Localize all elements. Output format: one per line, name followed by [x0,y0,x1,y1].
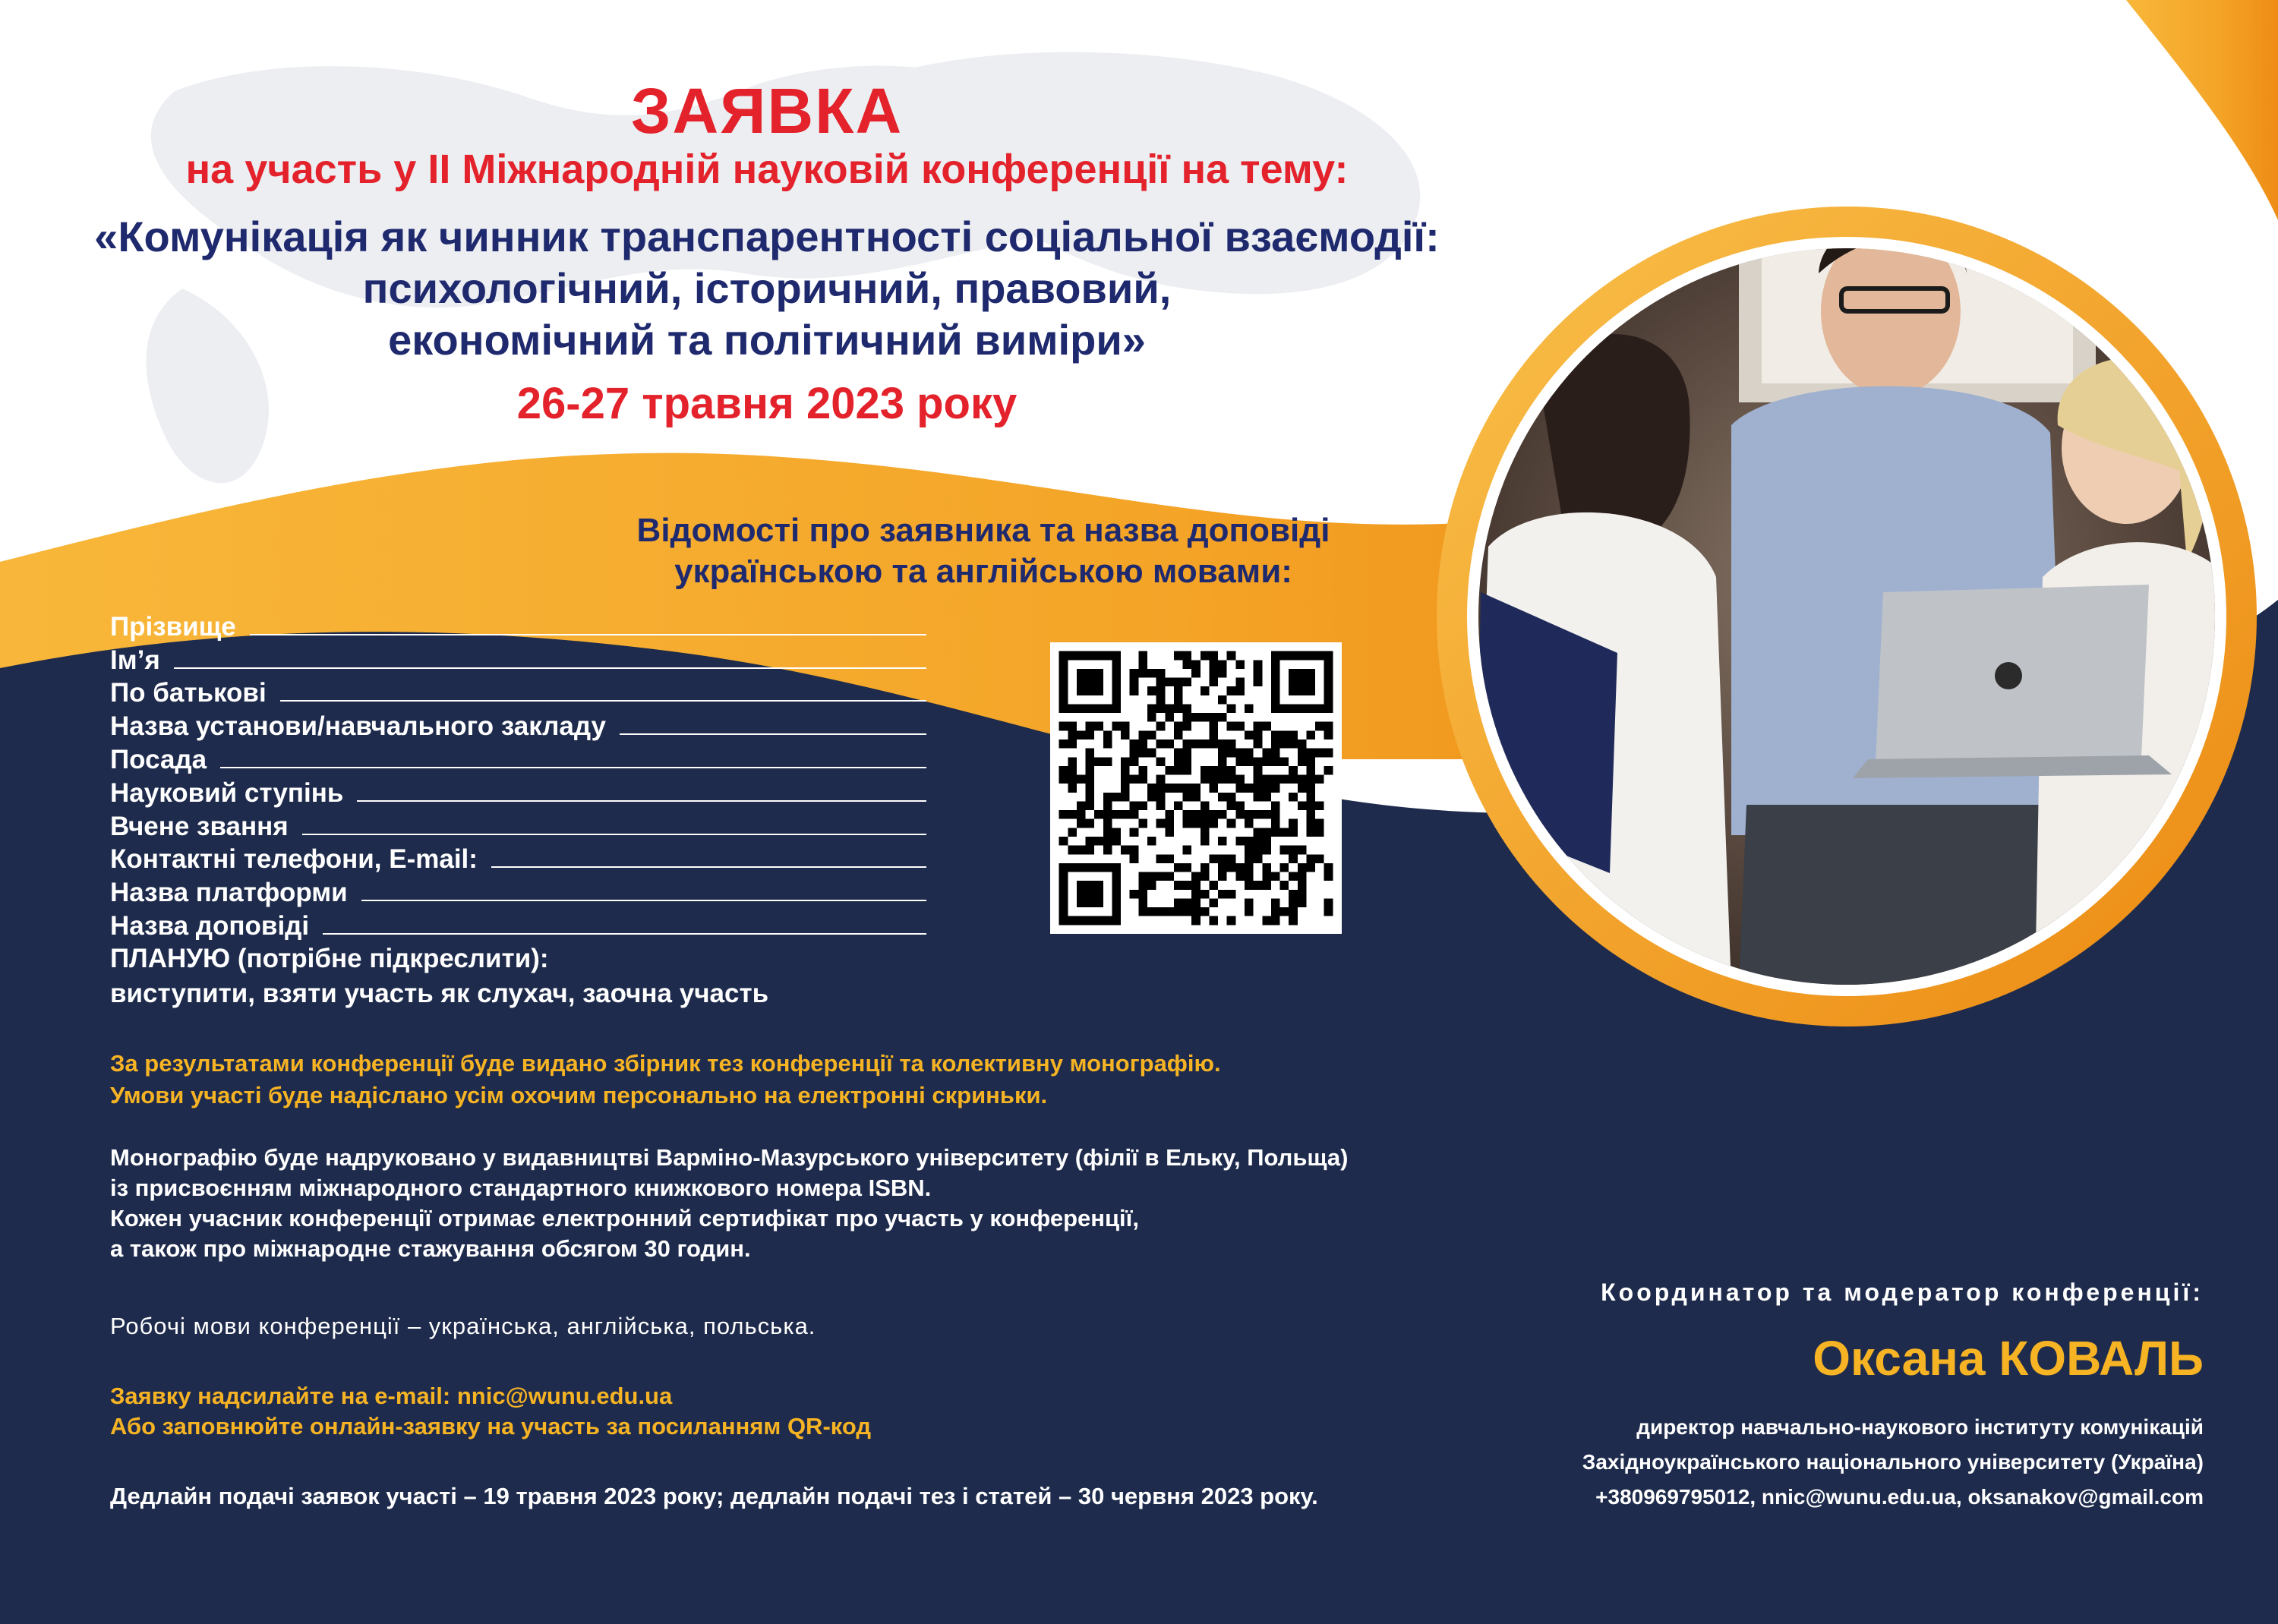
fill-in-line[interactable] [357,800,926,802]
send-application-email[interactable]: Заявку надсилайте на e-mail: nnic@wunu.edu.ua [110,1383,673,1409]
coordinator-name: Оксана КОВАЛЬ [1813,1331,2204,1386]
theme-line-1: «Комунікація як чинник транспарентності соціальної взаємодії: [94,213,1440,260]
page-subtitle: на участь у ІІ Міжнародній науковій конференції на тему: [185,147,1349,192]
coordinator-position-line-2: Західноукраїнського національного університету (Україна) [1582,1450,2204,1474]
monograph-note-line-3: Кожен учасник конференції отримає електронний сертифікат про участь у конференції, [110,1205,1139,1231]
deadlines: Дедлайн подачі заявок участі – 19 травня 2023 року; дедлайн подачі тез і статей – 30 червня 2023 року. [110,1483,1318,1509]
theme-line-3: економічний та політичний виміри» [388,316,1146,364]
fill-in-line[interactable] [323,933,926,935]
monograph-note-line-2: із присвоєнням міжнародного стандартного книжкового номера ISBN. [110,1175,932,1201]
form-field-platform[interactable] [110,875,926,908]
form-field-name[interactable] [110,642,926,676]
fill-in-line[interactable] [220,767,926,768]
form-field-label: Назва платформи [110,878,348,908]
send-application-qr: Або заповнюйте онлайн-заявку на участь за посиланням QR-код [110,1413,872,1440]
form-field-degree[interactable] [110,775,926,809]
fill-in-line[interactable] [361,900,926,901]
form-field-label: Назва доповіді [110,910,310,941]
plan-label: ПЛАНУЮ (потрібне підкреслити): [110,943,549,973]
page-title: ЗАЯВКА [630,75,904,147]
theme-line-2: психологічний, історичний, правовий, [362,264,1172,312]
plan-options[interactable]: виступити, взяти участь як слухач, заочна участь [110,978,769,1008]
fill-in-line[interactable] [302,834,926,835]
form-field-label: Назва установи/навчального закладу [110,711,606,742]
form-field-position[interactable] [110,742,926,775]
results-note-line-1: За результатами конференції буде видано збірник тез конференції та колективну монографію. [110,1050,1221,1077]
applicant-info-heading [592,510,1374,592]
coordinator-title: Координатор та модератор конференції: [1601,1279,2204,1306]
fill-in-line[interactable] [250,634,926,635]
form-field-academic-title[interactable] [110,809,926,842]
form-field-label: Посада [110,744,207,774]
form-field-institution[interactable] [110,708,926,742]
form-field-contacts[interactable] [110,842,926,875]
monograph-note-line-4: а також про міжнародне стажування обсягом 30 годин. [110,1235,751,1262]
fill-in-line[interactable] [174,667,926,669]
form-field-label: Ім’я [110,645,160,675]
form-field-label: Контактні телефони, E-mail: [110,844,478,875]
working-languages: Робочі мови конференції – українська, англійська, польська. [110,1313,816,1339]
qr-code-graphic [1050,642,1342,934]
form-field-report-title[interactable] [110,908,926,941]
form-field-patronymic[interactable] [110,676,926,709]
fill-in-line[interactable] [280,700,926,702]
form-field-label: Прізвище [110,611,236,642]
conference-theme [46,211,1488,366]
info-heading-line-2: українською та англійською мовами: [674,553,1292,590]
application-form [110,609,930,1011]
coordinator-contacts[interactable]: +380969795012, nnic@wunu.edu.ua, oksanakov@gmail.com [1595,1485,2204,1509]
monograph-note-line-1: Монографію буде надруковано у видавництві Вармінo-Мазурського університету (філії в Ельку, Польща) [110,1144,1349,1171]
form-field-surname[interactable] [110,609,926,642]
qr-modules [1059,651,1333,926]
fill-in-line[interactable] [620,733,926,735]
coordinator-position-line-1: директор навчально-наукового інституту комунікацій [1636,1415,2204,1439]
conference-dates: 26-27 травня 2023 року [516,379,1018,428]
fill-in-line[interactable] [491,866,926,868]
form-field-label: По батькові [110,678,267,708]
qr-code[interactable] [1050,642,1342,934]
form-field-label: Науковий ступінь [110,777,344,808]
form-field-label: Вчене звання [110,811,289,841]
results-note-line-2: Умови участі буде надіслано усім охочим персонально на електронні скриньки. [110,1082,1048,1108]
info-heading-line-1: Відомості про заявника та назва доповіді [636,512,1330,549]
